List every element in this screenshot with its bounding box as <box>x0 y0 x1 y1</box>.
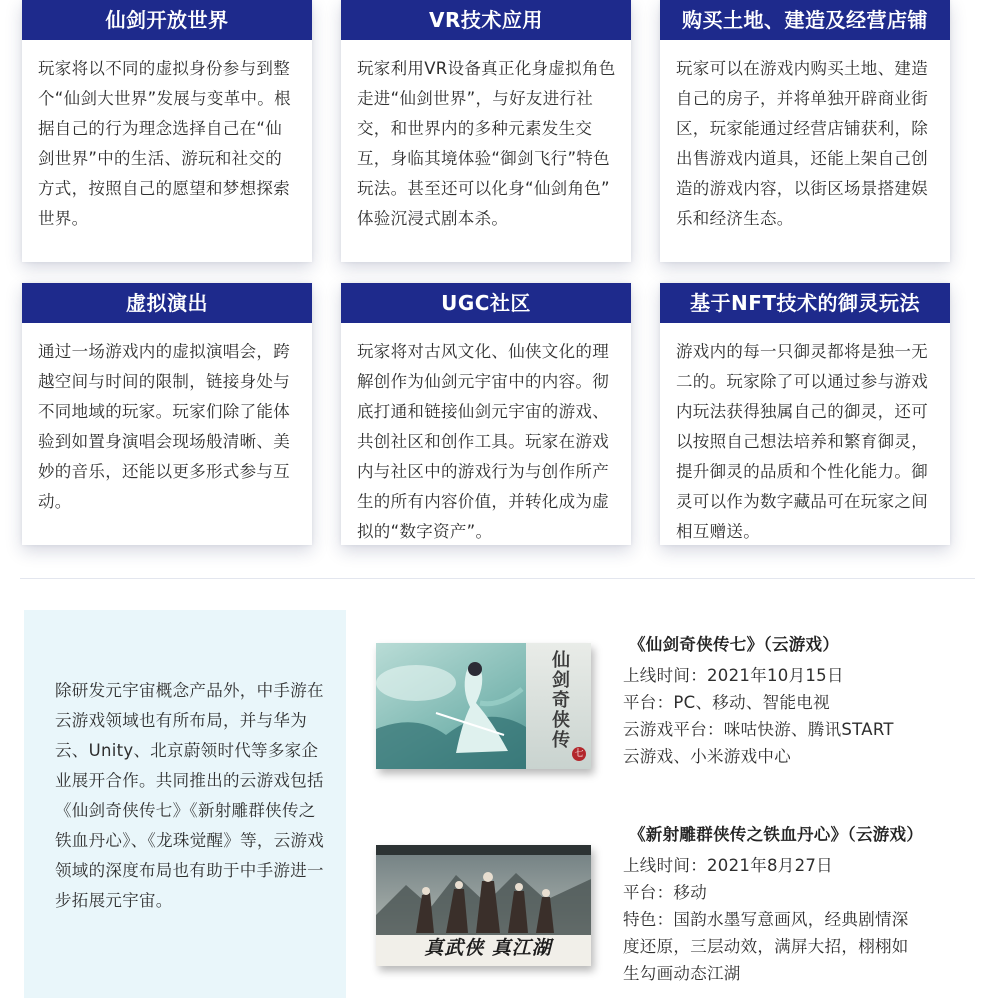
game-info <box>623 662 953 770</box>
game-title: 《仙剑奇侠传七》（云游戏） <box>629 635 840 654</box>
card-body: 游戏内的每一只御灵都将是独一无二的。玩家除了可以通过参与游戏内玩法获得独属自己的御灵，还可以按照自己想法培养和繁育御灵，提升御灵的品质和个性化能力。御灵可以作为数字藏品可在玩家之间相互赠送。 <box>676 342 928 541</box>
feature-card-nft <box>660 283 950 545</box>
game-info-line: 上线时间：2021年10月15日 <box>623 666 844 685</box>
intro-text: 除研发元宇宙概念产品外，中手游在云游戏领域也有所布局，并与华为云、Unity、北京蔚领时代等多家企业展开合作。共同推出的云游戏包括《仙剑奇侠传七》《新射雕群侠传之铁血丹心》、《龙珠觉醒》等，云游戏领域的深度布局也有助于中手游进一步拓展元宇宙。 <box>55 681 325 910</box>
card-title: 仙剑开放世界 <box>22 0 312 40</box>
card-body: 玩家将以不同的虚拟身份参与到整个“仙剑大世界”发展与变革中。根据自己的行为理念选择自己在“仙剑世界”中的生活、游玩和社交的方式，按照自己的愿望和梦想探索世界。 <box>38 59 291 228</box>
card-title: 基于NFT技术的御灵玩法 <box>660 283 950 323</box>
card-title: UGC社区 <box>341 283 631 323</box>
game-cover-image-xianjian7 <box>376 643 591 769</box>
game-info-line: 上线时间：2021年8月27日 <box>623 856 833 875</box>
card-title: 虚拟演出 <box>22 283 312 323</box>
feature-card-open-world <box>22 0 312 262</box>
game-info-line: 度还原，三层动效，满屏大招，栩栩如 <box>623 937 909 956</box>
feature-card-ugc <box>341 283 631 545</box>
game-title: 《新射雕群侠传之铁血丹心》（云游戏） <box>629 825 924 844</box>
cover-badge: 七 <box>572 747 586 761</box>
cover-logo-text: 仙剑奇侠传 <box>552 650 570 751</box>
game-info-line: 云游戏、小米游戏中心 <box>623 747 791 766</box>
feature-card-virtual-show <box>22 283 312 545</box>
feature-card-land-shop <box>660 0 950 262</box>
card-body: 通过一场游戏内的虚拟演唱会，跨越空间与时间的限制，链接身处与不同地域的玩家。玩家们除了能体验到如置身演唱会现场般清晰、美妙的音乐，还能以更多形式参与互动。 <box>38 342 290 511</box>
card-body: 玩家将对古风文化、仙侠文化的理解创作为仙剑元宇宙中的内容。彻底打通和链接仙剑元宇宙的游戏、共创社区和创作工具。玩家在游戏内与社区中的游戏行为与创作所产生的所有内容价值，并转化成为虚拟的“数字资产”。 <box>357 342 609 541</box>
card-body: 玩家利用VR设备真正化身虚拟角色走进“仙剑世界”，与好友进行社交，和世界内的多种元素发生交互，身临其境体验“御剑飞行”特色玩法。甚至还可以化身“仙剑角色” 体验沉浸式剧本杀。 <box>357 59 616 228</box>
card-body: 玩家可以在游戏内购买土地、建造自己的房子，并将单独开辟商业街区，玩家能通过经营店铺获利，除出售游戏内道具，还能上架自己创造的游戏内容，以街区场景搭建娱乐和经济生态。 <box>676 59 928 228</box>
game-cover-image-shediao <box>376 845 591 966</box>
card-title: 购买土地、建造及经营店铺 <box>660 0 950 40</box>
cloud-gaming-intro-box <box>24 610 346 998</box>
card-title: VR技术应用 <box>341 0 631 40</box>
game-info-line: 平台：移动 <box>623 883 707 902</box>
game-info-line: 特色：国韵水墨写意画风，经典剧情深 <box>623 910 909 929</box>
game-info-line: 生勾画动态江湖 <box>623 964 741 983</box>
section-divider <box>20 578 975 579</box>
feature-card-vr <box>341 0 631 262</box>
game-info-line: 平台：PC、移动、智能电视 <box>623 693 830 712</box>
cover-logo-text: 真武侠 真江湖 <box>424 937 552 959</box>
game-info <box>623 852 953 987</box>
game-info-line: 云游戏平台：咪咕快游、腾讯START <box>623 720 894 739</box>
